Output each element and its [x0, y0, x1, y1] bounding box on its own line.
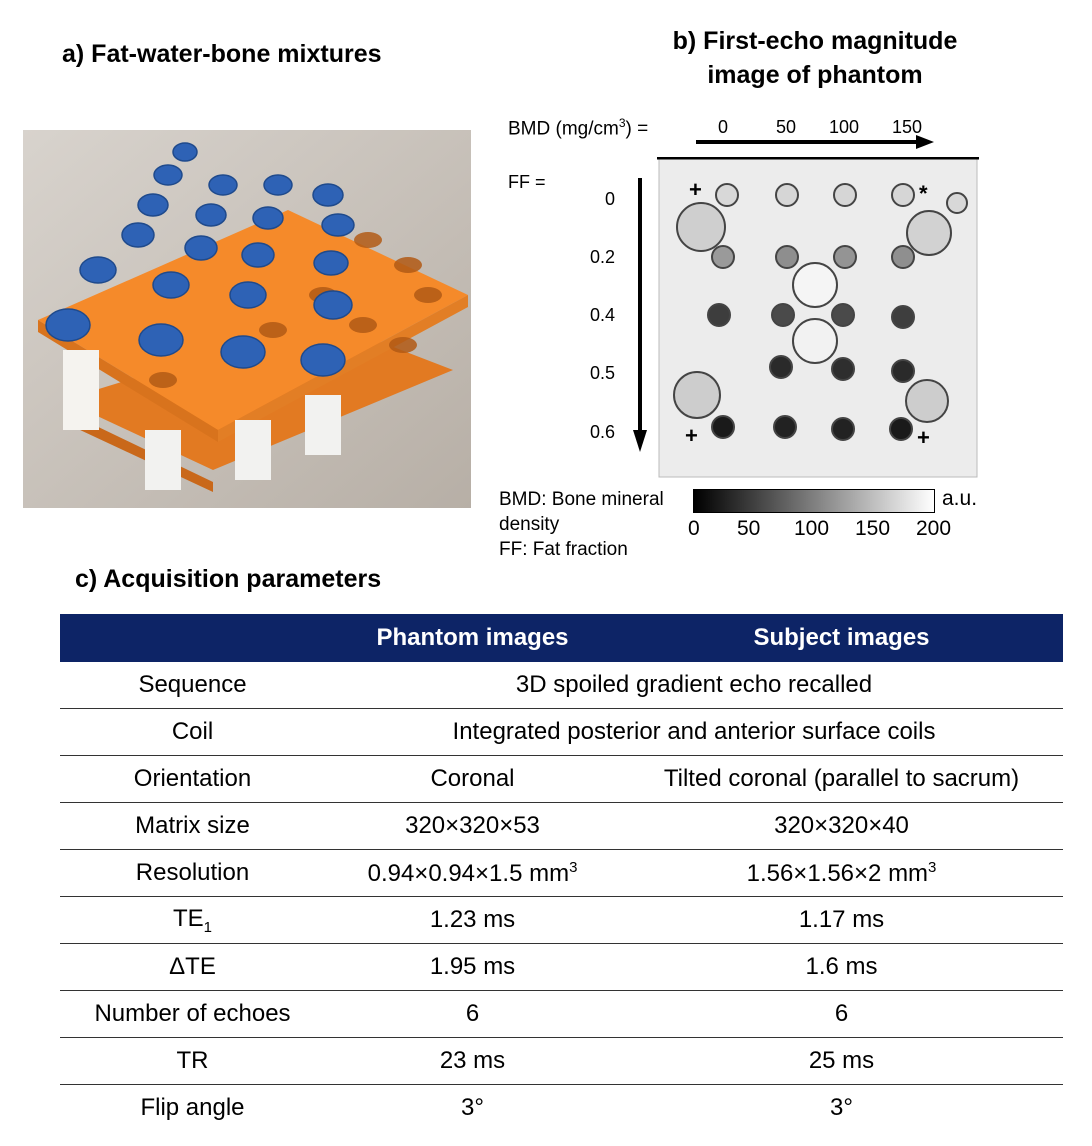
- cell-phantom: 1.95 ms: [325, 944, 620, 991]
- table-row: [60, 756, 1063, 803]
- colorbar-tick: 0: [688, 517, 700, 540]
- panel-b-title-line2: image of phantom: [707, 61, 923, 89]
- cell-value: Integrated posterior and anterior surface coils: [325, 709, 1063, 756]
- label-text: TE: [172, 904, 204, 932]
- ff-axis-label: FF =: [508, 172, 546, 192]
- phantom-tubes-photo: [23, 130, 471, 508]
- svg-text:*: *: [919, 181, 928, 206]
- label-sub: 1: [203, 918, 212, 936]
- row-label: Flip angle: [140, 1094, 245, 1121]
- cell-subject: [620, 850, 1063, 897]
- row-label: ΔTE: [60, 944, 325, 991]
- table-row: [60, 1038, 1063, 1085]
- table-row: [60, 944, 1063, 991]
- cell-phantom: 320×320×53: [325, 803, 620, 850]
- abbrev-legend: [499, 487, 664, 562]
- colorbar-tick: 100: [794, 517, 830, 540]
- cell-subject: 1.17 ms: [620, 897, 1063, 944]
- table-row: [60, 662, 1063, 709]
- row-label: TR: [60, 1038, 325, 1085]
- table-row: [60, 709, 1063, 756]
- svg-text:+: +: [689, 177, 702, 202]
- panel-a-title: a) Fat-water-bone mixtures: [62, 40, 382, 68]
- ff-tick: 0.4: [590, 305, 616, 325]
- svg-text:+: +: [917, 425, 930, 450]
- acquisition-table: [60, 614, 1063, 1131]
- colorbar-tick: 200: [916, 517, 952, 540]
- cell-sup: 3: [569, 858, 578, 876]
- row-label: [60, 897, 325, 944]
- ff-tick: 0: [605, 189, 616, 209]
- cell-subject: 320×320×40: [620, 803, 1063, 850]
- table-row: [60, 803, 1063, 850]
- panel-b-title: [640, 24, 990, 92]
- row-label: Number of echoes: [60, 991, 325, 1038]
- bmd-axis-label: [508, 116, 648, 140]
- phantom-mri-image: [657, 157, 979, 479]
- bmd-tick: 100: [829, 117, 860, 137]
- cell-subject: 1.6 ms: [620, 944, 1063, 991]
- svg-text:+: +: [685, 423, 698, 448]
- header-cell: Phantom images: [325, 614, 620, 662]
- header-cell: [60, 614, 325, 662]
- bmd-arrow: [690, 132, 940, 152]
- cell-value: 3D spoiled gradient echo recalled: [325, 662, 1063, 709]
- cell-phantom: Coronal: [325, 756, 620, 803]
- header-cell: Subject images: [620, 614, 1063, 662]
- bmd-label-suffix: ) =: [625, 118, 649, 140]
- ff-tick: 0.6: [590, 422, 616, 442]
- cell-phantom: [325, 850, 620, 897]
- bmd-label-sup: 3: [618, 116, 626, 130]
- colorbar-tick: 50: [737, 517, 761, 540]
- row-label: Sequence: [60, 662, 325, 709]
- cell-sup: 3: [928, 858, 937, 876]
- cell-text: 1.56×1.56×2 mm: [746, 859, 929, 887]
- ff-tick: 0.5: [590, 363, 616, 383]
- legend-ff: FF: Fat fraction: [499, 539, 628, 560]
- table-header-row: [60, 614, 1063, 662]
- table-row: [60, 897, 1063, 944]
- colorbar-tick: 150: [855, 517, 891, 540]
- cell-phantom: 23 ms: [325, 1038, 620, 1085]
- panel-b-title-line1: b) First-echo magnitude: [672, 27, 958, 55]
- cell-phantom: 1.23 ms: [325, 897, 620, 944]
- row-label: Matrix size: [60, 803, 325, 850]
- cell-subject: 3°: [830, 1094, 853, 1121]
- bmd-label-text: BMD (mg/cm: [508, 118, 619, 140]
- bmd-tick: 50: [776, 117, 797, 137]
- ff-tick: 0.2: [590, 247, 616, 267]
- legend-bmd-cont: density: [499, 514, 560, 535]
- row-label: Resolution: [60, 850, 325, 897]
- cell-text: 0.94×0.94×1.5 mm: [367, 859, 570, 887]
- ff-arrow: [628, 172, 652, 457]
- table-row: [60, 1085, 1063, 1132]
- legend-bmd: BMD: Bone mineral: [499, 489, 664, 510]
- table-row: [60, 850, 1063, 897]
- bmd-tick: 150: [892, 117, 923, 137]
- cell-subject: 25 ms: [620, 1038, 1063, 1085]
- cell-subject: 6: [620, 991, 1063, 1038]
- bmd-tick: 0: [718, 117, 729, 137]
- colorbar-unit: a.u.: [942, 487, 978, 510]
- panel-c-title: c) Acquisition parameters: [75, 565, 382, 593]
- colorbar: [693, 489, 935, 513]
- row-label: Orientation: [60, 756, 325, 803]
- row-label: Coil: [60, 709, 325, 756]
- cell-subject: Tilted coronal (parallel to sacrum): [620, 756, 1063, 803]
- cell-phantom: 3°: [461, 1094, 484, 1121]
- cell-phantom: 6: [325, 991, 620, 1038]
- table-row: [60, 991, 1063, 1038]
